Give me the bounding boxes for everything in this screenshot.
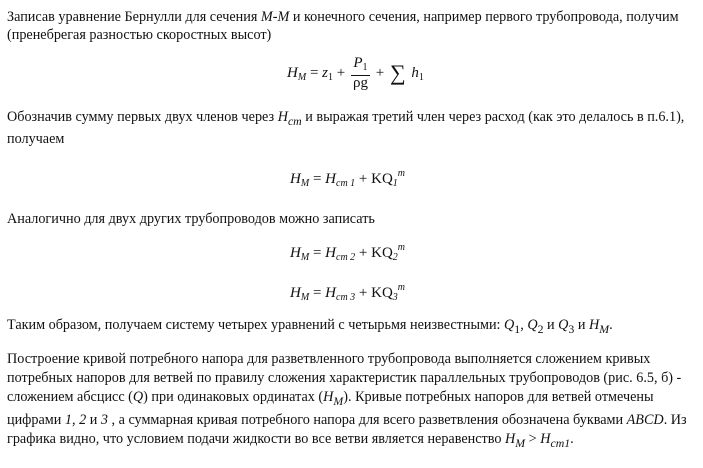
- equation-branch-3: $H_M = H_{ст 3} + KQ_3^m$: [290, 282, 406, 303]
- paragraph-curve-construction: Построение кривой потребного напора для разветвленного трубопровода выполняется сложением кривых потребных напоров для ветвей по правилу сложения характеристик параллельных трубопроводов (рис. 6.5, б) - сложением абсцисс (Q) при одинаковых ординатах $(H_M)$. Кривые потребных напоров для ветвей отмечены цифрами 1, 2 и 3 , а суммарная кривая потребного напора для всего разветвления обозначена буквами ABCD. Из графика видно, что условием подачи жидкости во все ветви является неравенство $H_M > H_{ст1}$.: [7, 351, 687, 450]
- paragraph-bernoulli: Записав уравнение Бернулли для сечения М-М и конечного сечения, например первого трубопровода, получим (пренебрегая разностью скоростных высот): [7, 9, 679, 43]
- equation-bernoulli: $H_M = z_1$ + $\frac{P_1}{\rho g}$ + ∑ $h_1$: [287, 55, 424, 91]
- paragraph-system: Таким образом, получаем систему четырех уравнений с четырьмя неизвестными: $Q_1$, $Q_2$ и $Q_3$ и $H_M$.: [7, 317, 613, 336]
- paragraph-notation: Обозначив сумму первых двух членов через $H_{ст}$ и выражая третий член через расход (как это делалось в п.6.1), получаем: [7, 109, 685, 147]
- section-mm: М-М: [260, 9, 290, 25]
- paragraph-similarly: Аналогично для двух других трубопроводов можно записать: [7, 211, 375, 227]
- equation-branch-1: $H_M = H_{ст 1} + KQ_1^m$: [290, 168, 406, 189]
- equation-branch-2: $H_M = H_{ст 2} + KQ_2^m$: [290, 242, 406, 263]
- pressure-fraction: $\frac{P_1}{\rho g}$: [352, 55, 368, 91]
- sum-symbol: ∑: [389, 59, 406, 85]
